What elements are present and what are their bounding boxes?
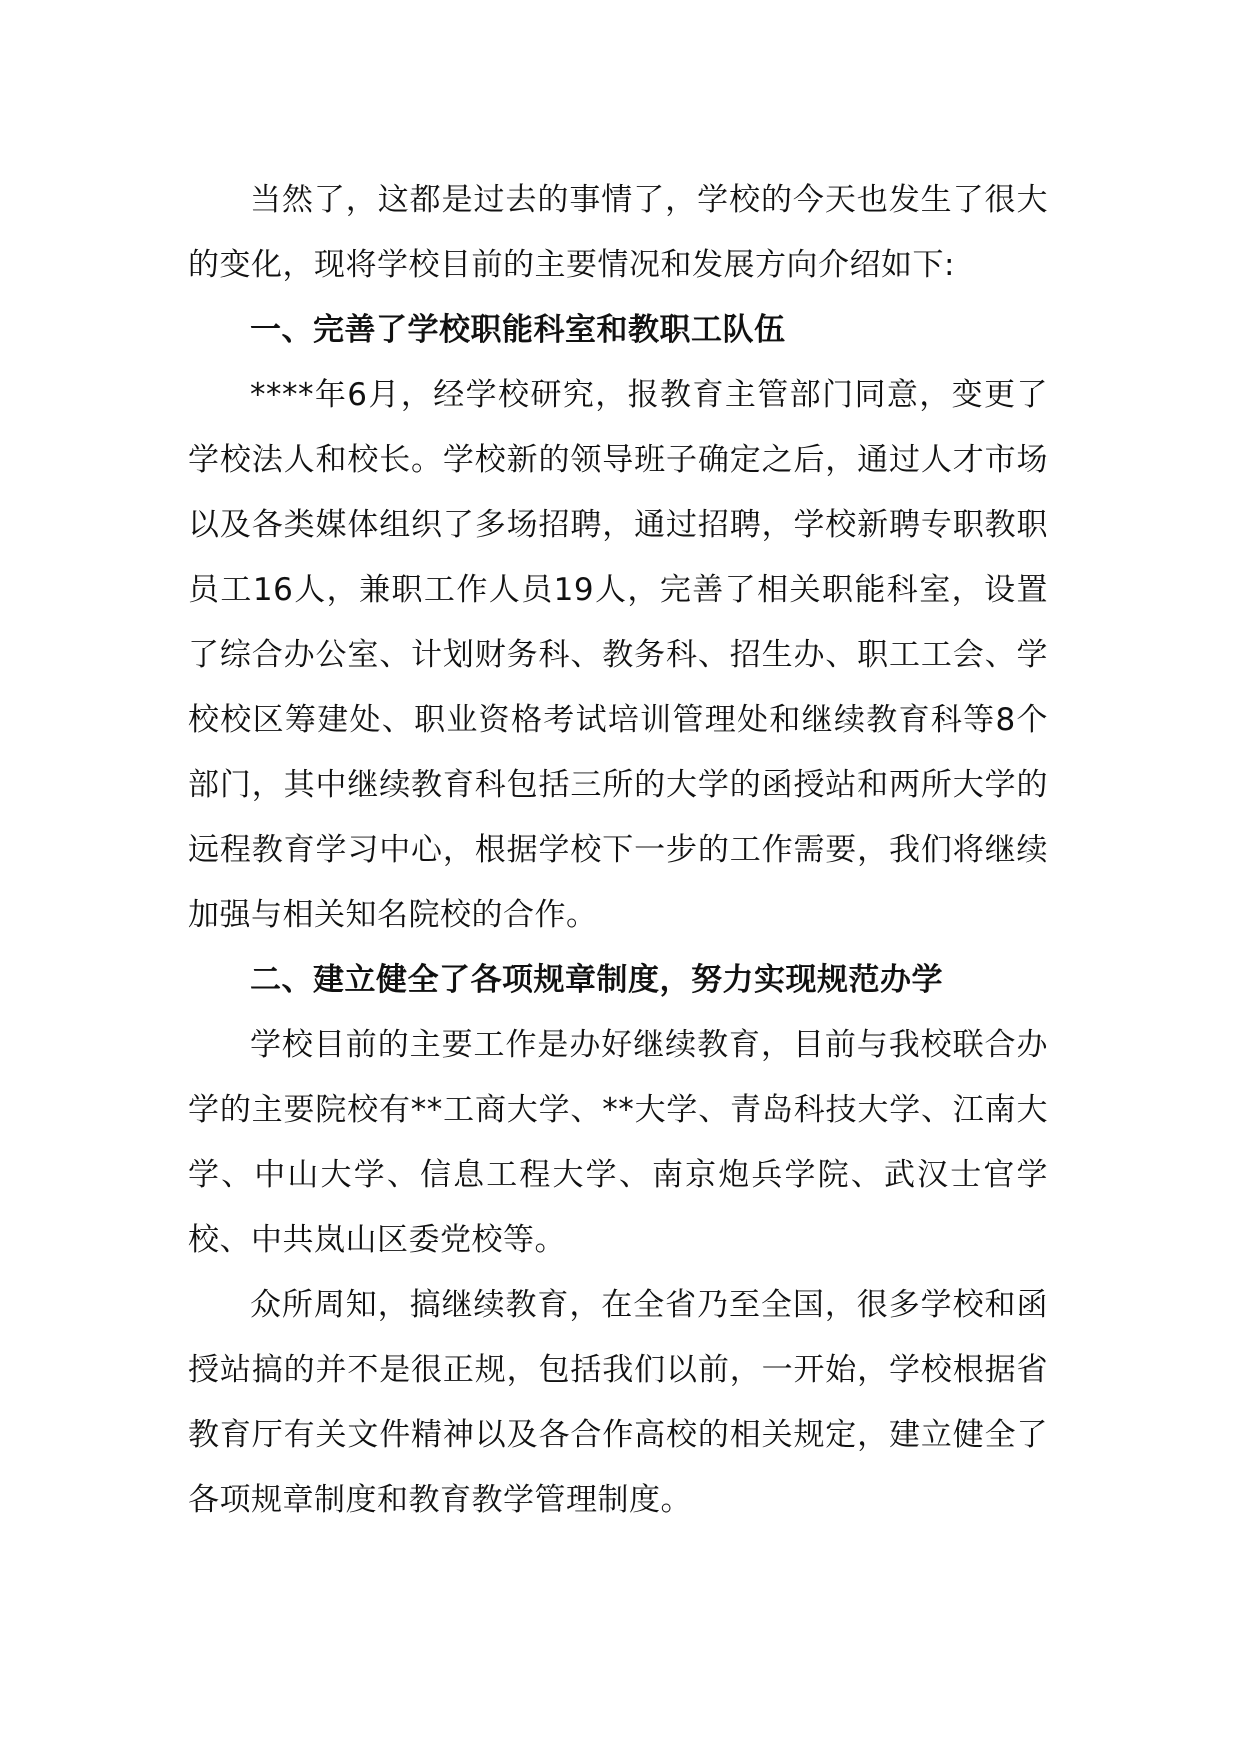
document-page [188, 168, 1048, 1533]
section-heading-2: 二、建立健全了各项规章制度，努力实现规范办学 [250, 962, 943, 998]
paragraph-staffing: ****年6月，经学校研究，报教育主管部门同意，变更了学校法人和校长。学校新的领导班子确定之后，通过人才市场以及各类媒体组织了多场招聘，通过招聘，学校新聘专职教职员工16人，兼职工作人员19人，完善了相关职能科室，设置了综合办公室、计划财务科、教务科、招生办、职工工会、学校校区筹建处、职业资格考试培训管理处和继续教育科等8个部门，其中继续教育科包括三所的大学的函授站和两所大学的远程教育学习中心，根据学校下一步的工作需要，我们将继续加强与相关知名院校的合作。 [188, 377, 1048, 933]
paragraph-intro: 当然了，这都是过去的事情了，学校的今天也发生了很大的变化，现将学校目前的主要情况和发展方向介绍如下: [188, 182, 1048, 283]
section-heading-1: 一、完善了学校职能科室和教职工队伍 [250, 312, 786, 348]
paragraph-regulations: 众所周知，搞继续教育，在全省乃至全国，很多学校和函授站搞的并不是很正规，包括我们以前，一开始，学校根据省教育厅有关文件精神以及各合作高校的相关规定，建立健全了各项规章制度和教育教学管理制度。 [188, 1287, 1048, 1518]
paragraph-partner-schools: 学校目前的主要工作是办好继续教育，目前与我校联合办学的主要院校有**工商大学、**大学、青岛科技大学、江南大学、中山大学、信息工程大学、南京炮兵学院、武汉士官学校、中共岚山区委党校等。 [188, 1027, 1048, 1258]
